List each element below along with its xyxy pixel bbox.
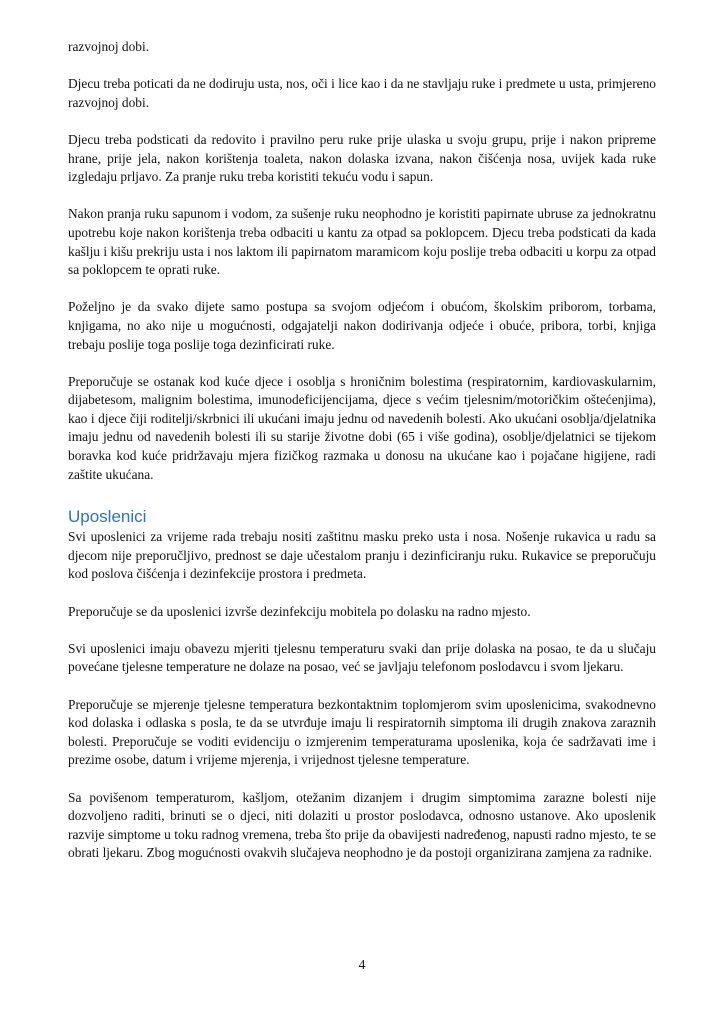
paragraph-contactless-thermometer: Preporučuje se mjerenje tjelesne temperatura bezkontaktnim toplomjerom svim uposlenicima, svakodnevno kod dolaska i odlaska s posla, te da se utvrđuje imaju li respiratornih simptoma ili drugih znakova zaraznih bolesti. Preporučuje se voditi evidenciju o izmjerenim temperaturama uposlenika, koja će sadržavati ime i prezime osobe, datum i vrijeme mjerenja, i vrijednost tjelesne temperature.	[68, 696, 656, 768]
document-page	[68, 38, 656, 882]
paragraph-symptoms: Sa povišenom temperaturom, kašljom, otežanim dizanjem i drugim simptomima zarazne bolesti nije dozvoljeno raditi, brinuti se o djeci, niti dolaziti u prostor poslodavca, odnosno ustanove. Ako uposlenik razvije simptome u toku radnog vremena, treba što prije da obavijesti nadređenog, napusti radno mjesto, te se obrati ljekaru. Zbog mogućnosti ovakvih slučajeva neophodno je da postoji organizirana zamjena za radnike.	[68, 789, 656, 861]
paragraph-personal-items: Poželjno je da svako dijete samo postupa sa svojom odjećom i obućom, školskim priborom, torbama, knjigama, no ako nije u mogućnosti, odgajatelji nakon dodirivanja odjeće i obuće, pribora, torbi, knjiga trebaju poslije toga poslije toga dezinficirati ruke.	[68, 299, 656, 352]
paragraph-hand-washing: Djecu treba podsticati da redovito i pravilno peru ruke prije ulaska u svoju grupu, prije i nakon pripreme hrane, prije jela, nakon korištenja toaleta, nakon dolaska izvana, nakon čišćenja nosa, uvijek kada ruke izgledaju prljavo. Za pranje ruku treba koristiti tekuću vodu i sapun.	[68, 131, 656, 185]
paragraph-phone-disinfection: Preporučuje se da uposlenici izvrše dezinfekciju mobitela po dolasku na radno mjesto.	[68, 603, 531, 619]
paragraph-touching-face: Djecu treba poticati da ne dodiruju usta, nos, oči i lice kao i da ne stavljaju ruke i predmete u usta, primjereno razvojnoj dobi.	[68, 76, 656, 110]
paragraph-hand-drying: Nakon pranja ruku sapunom i vodom, za sušenje ruku neophodno je koristiti papirnate ubruse za jednokratnu upotrebu koje nakon korištenja treba odbaciti u kantu za otpad sa poklopcem. Djecu treba podsticati da kada kašlju i kišu prekriju usta i nos laktom ili papirnatom maramicom koju poslije treba odbaciti u korpu za otpad sa poklopcem te oprati ruke.	[68, 206, 656, 278]
page-number: 4	[358, 957, 366, 972]
paragraph-chronic-illness: Preporučuje se ostanak kod kuće djece i osoblja s hroničnim bolestima (respiratornim, kardiovaskularnim, dijabetesom, malignim bolestima, imunodeficijencijama, djece s većim tjelesnim/motoričkim oštećenjima), kao i djece čiji roditelji/skrbnici ili ukućani imaju jednu od navedenih bolesti. Ako ukućani osoblja/djelatnika imaju jednu od navedenih bolesti ili su starije životne dobi (65 i više godina), osoblje/djelatnici se tijekom boravka kod kuće pridržavaju mjera fizičkog razmaka u donosu na ukućane kao i pojačane higijene, radi zaštite ukućana.	[68, 373, 656, 482]
section-heading-employees: Uposlenici	[68, 507, 147, 527]
paragraph-continuation: razvojnoj dobi.	[68, 39, 150, 54]
paragraph-employee-masks: Svi uposlenici za vrijeme rada trebaju nositi zaštitnu masku preko usta i nosa. Nošenje rukavica u radu sa djecom nije preporučljivo, prednost se daje učestalom pranju i dezinficiranju ruku. Rukavice se preporučuju kod poslova čišćenja i dezinfekcije prostora i predmeta.	[68, 529, 656, 582]
paragraph-temperature-check: Svi uposlenici imaju obavezu mjeriti tjelesnu temperaturu svaki dan prije dolaska na posao, te da u slučaju povećane tjelesne temperature ne dolaze na posao, već se javljaju telefonom poslodavcu i svom ljekaru.	[68, 640, 656, 675]
